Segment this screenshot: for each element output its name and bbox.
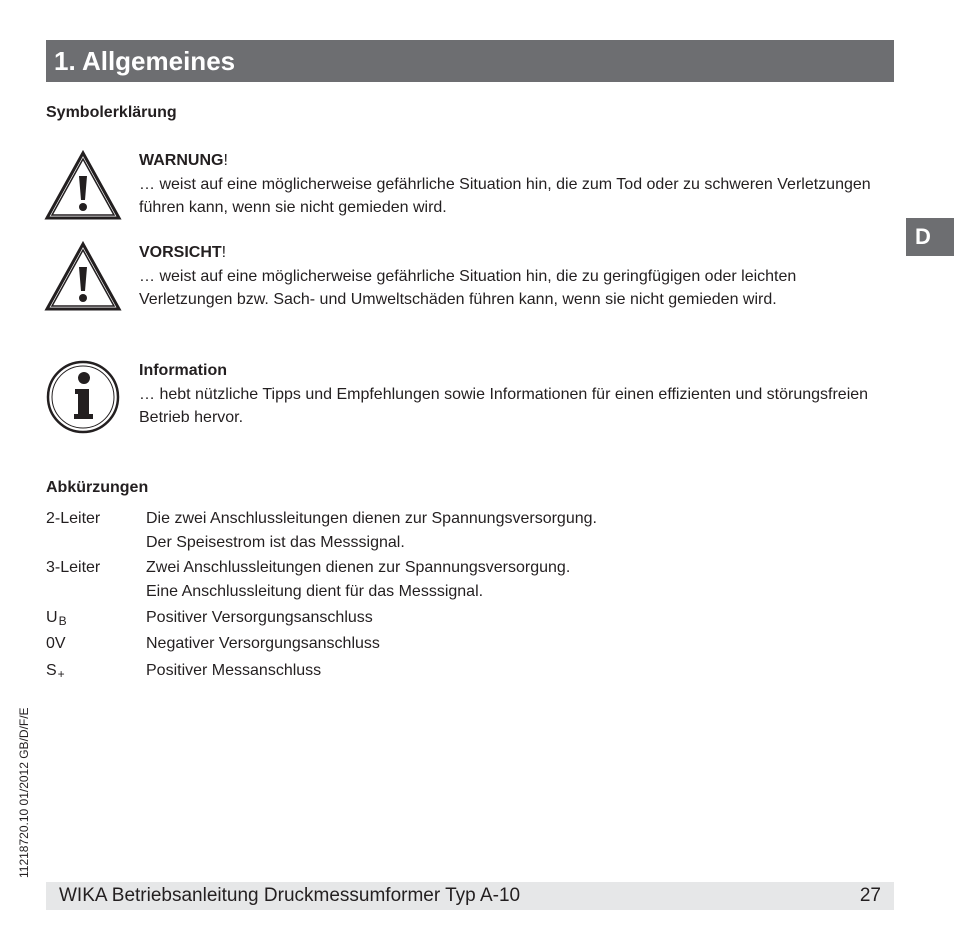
language-tab: D [906,218,954,256]
abbreviation-description: Positiver Versorgungsanschluss [146,609,373,626]
information-text: … hebt nützliche Tipps und Empfehlungen sowie Informationen für einen effizienten und störungsfreien Betrieb hervor. [139,385,869,426]
abbreviation-term: 3-Leiter [46,559,101,576]
abbreviation-term: 2-Leiter [46,510,101,527]
section-title: 1. Allgemeines [54,46,236,76]
warning-triangle-icon [44,148,122,226]
abbreviation-term: $U_B$ [46,609,67,628]
caution-suffix: ! [221,244,227,261]
footer [46,882,894,910]
warning-label: WARNUNG [139,152,224,169]
warning-text: … weist auf eine möglicherweise gefährliche Situation hin, die zum Tod oder zu schweren Verletzungen führen kann, wenn sie nicht gemieden wird. [139,175,871,216]
caution-label: VORSICHT [139,244,222,261]
information-label: Information [139,362,227,379]
abbreviation-term: $S_+$ [46,662,65,681]
information-notice [139,359,879,430]
warning-notice [139,149,879,220]
warning-suffix: ! [223,152,228,169]
symbols-heading: Symbolerklärung [46,104,177,121]
abbreviation-term: 0V [46,635,66,652]
section-header [46,40,894,82]
caution-text: … weist auf eine möglicherweise gefährliche Situation hin, die zu geringfügigen oder leichten Verletzungen bzw. Sach- und Umweltschäden führen kann, wenn sie nicht gemieden wird. [139,267,797,308]
abbreviation-description: Negativer Versorgungsanschluss [146,635,380,652]
abbreviations-heading: Abkürzungen [46,479,149,496]
caution-notice [139,241,879,312]
information-circle-icon [44,358,122,436]
abbreviation-description: Die zwei Anschlussleitungen dienen zur Spannungsversorgung. Der Speisestrom ist das Messsignal. [146,510,597,551]
abbreviation-description: Zwei Anschlussleitungen dienen zur Spannungsversorgung. Eine Anschlussleitung dient für das Messsignal. [146,559,571,600]
abbreviation-description: Positiver Messanschluss [146,662,322,679]
document-code: 11218720.10 01/2012 GB/D/F/E [17,707,31,878]
footer-text: WIKA Betriebsanleitung Druckmessumformer Typ A-10 [59,885,521,906]
caution-triangle-icon [44,239,122,317]
page-number: 27 [859,885,881,906]
